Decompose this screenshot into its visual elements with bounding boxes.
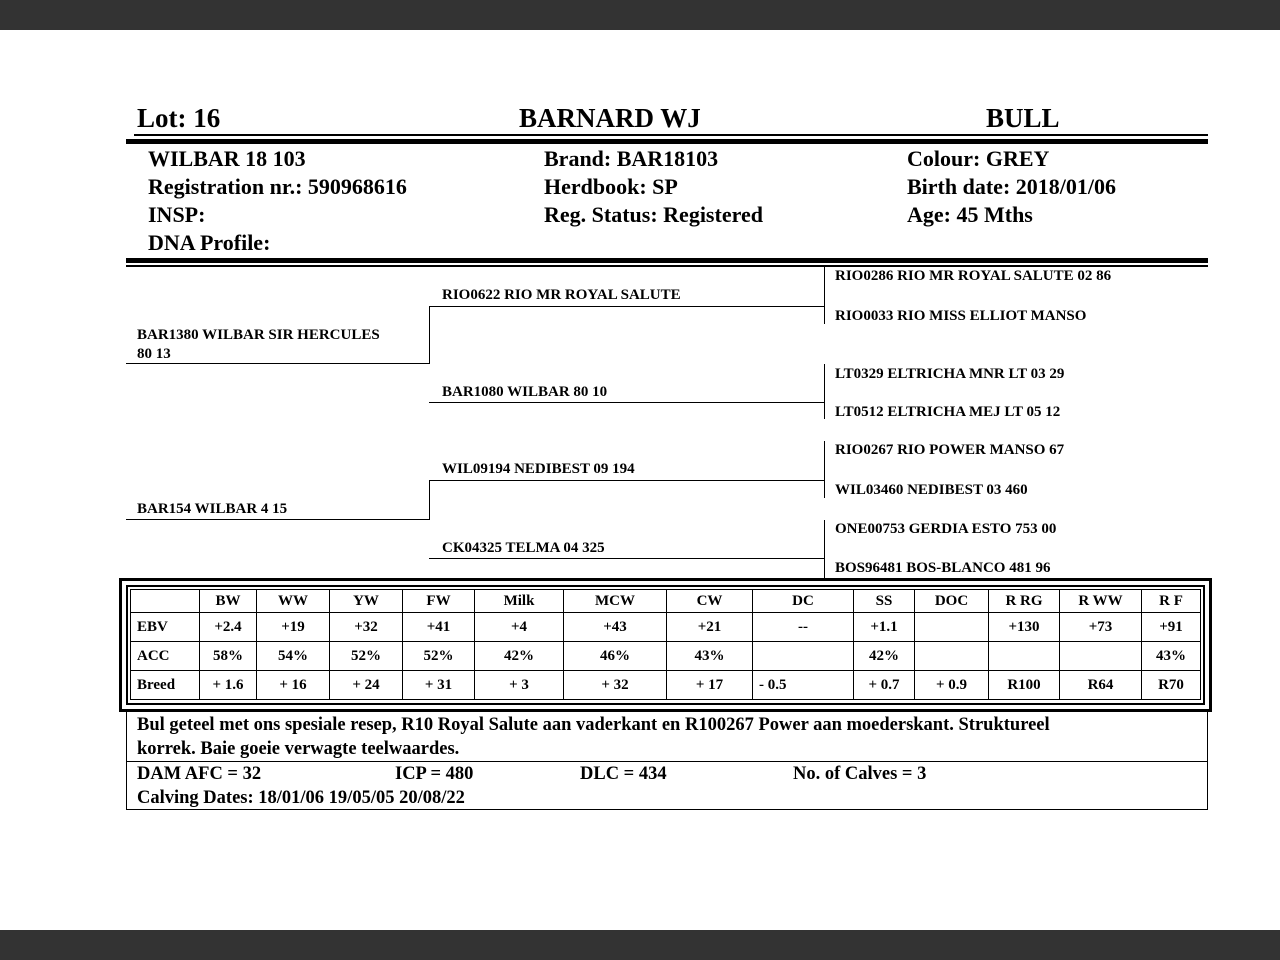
ebv-col-header: DC [753, 590, 854, 613]
birth-date: Birth date: 2018/01/06 [907, 174, 1116, 199]
viewer-top-bar [0, 0, 1280, 30]
breed-cell: + 32 [564, 671, 667, 700]
ebv-table [130, 589, 1201, 700]
ggp-branch-1 [824, 267, 825, 324]
dam-calves: No. of Calves = 3 [793, 764, 927, 784]
breed-cell: + 17 [667, 671, 753, 700]
ebv-row [131, 613, 1201, 642]
ebv-col-header: WW [257, 590, 330, 613]
acc-cell: 42% [475, 642, 564, 671]
acc-cell [753, 642, 854, 671]
ebv-row-label: Breed [131, 671, 200, 700]
ebv-col-header: FW [403, 590, 475, 613]
herdbook: Herdbook: SP [544, 174, 678, 199]
sex-label: BULL [986, 103, 1060, 133]
dam-dam-line [429, 558, 825, 559]
dam-sire-line [429, 480, 825, 481]
ebv-header-row [131, 590, 1201, 613]
sire-name: BAR1380 WILBAR SIR HERCULES [137, 327, 380, 343]
ebv-col-header: DOC [915, 590, 989, 613]
remarks-line-2: korrek. Baie goeie verwagte teelwaardes. [137, 739, 460, 759]
age: Age: 45 Mths [907, 202, 1033, 227]
ggp-name: RIO0286 RIO MR ROYAL SALUTE 02 86 [835, 268, 1112, 284]
dam-dam-name: CK04325 TELMA 04 325 [442, 540, 605, 556]
breed-cell: + 24 [330, 671, 403, 700]
acc-cell [1060, 642, 1142, 671]
dam-sire-name: WIL09194 NEDIBEST 09 194 [442, 461, 635, 477]
ebv-cell: +2.4 [200, 613, 257, 642]
acc-cell: 46% [564, 642, 667, 671]
acc-cell: 42% [854, 642, 915, 671]
breed-cell: - 0.5 [753, 671, 854, 700]
breed-row [131, 671, 1201, 700]
owner-name: BARNARD WJ [519, 103, 701, 133]
sire-line [126, 363, 430, 364]
sire-branch-vertical [429, 307, 430, 364]
ggp-name: BOS96481 BOS-BLANCO 481 96 [835, 560, 1051, 576]
ebv-col-header: R WW [1060, 590, 1142, 613]
sire-dam-name: BAR1080 WILBAR 80 10 [442, 384, 608, 400]
info-rule-thick [126, 258, 1208, 263]
ggp-name: WIL03460 NEDIBEST 03 460 [835, 482, 1028, 498]
acc-cell: 58% [200, 642, 257, 671]
acc-cell [915, 642, 989, 671]
breed-cell: R100 [989, 671, 1060, 700]
acc-row [131, 642, 1201, 671]
dam-icp: ICP = 480 [395, 764, 474, 784]
ebv-cell: +19 [257, 613, 330, 642]
ebv-cell: +43 [564, 613, 667, 642]
ebv-col-header: R RG [989, 590, 1060, 613]
ebv-col-header: SS [854, 590, 915, 613]
header-rule-thin [134, 134, 1208, 136]
ggp-name: LT0329 ELTRICHA MNR LT 03 29 [835, 366, 1065, 382]
ggp-name: RIO0033 RIO MISS ELLIOT MANSO [835, 308, 1087, 324]
breed-cell: + 3 [475, 671, 564, 700]
remarks-line-1: Bul geteel met ons spesiale resep, R10 Royal Salute aan vaderkant en R100267 Power aan moederskant. Struktureel [137, 715, 1050, 735]
ebv-cell: +1.1 [854, 613, 915, 642]
breed-cell: + 31 [403, 671, 475, 700]
brand: Brand: BAR18103 [544, 146, 719, 171]
ebv-row-label: ACC [131, 642, 200, 671]
ebv-cell: +32 [330, 613, 403, 642]
sire-name-line2: 80 13 [137, 346, 171, 362]
dam-afc: DAM AFC = 32 [137, 764, 262, 784]
dam-name: BAR154 WILBAR 4 15 [137, 501, 288, 517]
ebv-col-header: YW [330, 590, 403, 613]
ebv-cell [915, 613, 989, 642]
acc-cell: 52% [403, 642, 475, 671]
lot-number: Lot: 16 [137, 103, 221, 133]
sire-dam-line [429, 402, 825, 403]
dam-dlc: DLC = 434 [580, 764, 667, 784]
breed-cell: R64 [1060, 671, 1142, 700]
ebv-cell: +73 [1060, 613, 1142, 642]
registration-status: Reg. Status: Registered [544, 202, 763, 227]
ebv-col-header: BW [200, 590, 257, 613]
calving-dates: Calving Dates: 18/01/06 19/05/05 20/08/22 [137, 788, 465, 808]
viewer-bottom-bar [0, 930, 1280, 960]
dna-profile-label: DNA Profile: [148, 230, 271, 255]
ggp-branch-2 [824, 364, 825, 419]
acc-cell: 43% [1142, 642, 1201, 671]
animal-name: WILBAR 18 103 [148, 146, 306, 171]
remarks-divider [126, 761, 1208, 762]
ebv-col-header: MCW [564, 590, 667, 613]
acc-cell: 54% [257, 642, 330, 671]
ggp-name: ONE00753 GERDIA ESTO 753 00 [835, 521, 1057, 537]
header-rule-thick [126, 139, 1208, 144]
ebv-row-label: EBV [131, 613, 200, 642]
ebv-col-header [131, 590, 200, 613]
ebv-cell: +4 [475, 613, 564, 642]
ebv-cell: +41 [403, 613, 475, 642]
registration-number: Registration nr.: 590968616 [148, 174, 407, 199]
colour: Colour: GREY [907, 146, 1050, 171]
sire-sire-name: RIO0622 RIO MR ROYAL SALUTE [442, 287, 681, 303]
info-rule-thin [126, 265, 1208, 267]
acc-cell: 43% [667, 642, 753, 671]
breed-cell: R70 [1142, 671, 1201, 700]
breed-cell: + 16 [257, 671, 330, 700]
breed-cell: + 0.7 [854, 671, 915, 700]
ebv-col-header: Milk [475, 590, 564, 613]
breed-cell: + 0.9 [915, 671, 989, 700]
ggp-branch-4 [824, 520, 825, 578]
ggp-branch-3 [824, 441, 825, 498]
insp-label: INSP: [148, 202, 206, 227]
dam-branch-vertical [429, 481, 430, 520]
ebv-cell: +130 [989, 613, 1060, 642]
acc-cell: 52% [330, 642, 403, 671]
ggp-name: LT0512 ELTRICHA MEJ LT 05 12 [835, 404, 1061, 420]
dam-line [126, 519, 430, 520]
ebv-col-header: R F [1142, 590, 1201, 613]
ebv-cell: -- [753, 613, 854, 642]
acc-cell [989, 642, 1060, 671]
ebv-cell: +21 [667, 613, 753, 642]
sire-sire-line [429, 306, 825, 307]
ggp-name: RIO0267 RIO POWER MANSO 67 [835, 442, 1065, 458]
ebv-cell: +91 [1142, 613, 1201, 642]
breed-cell: + 1.6 [200, 671, 257, 700]
ebv-col-header: CW [667, 590, 753, 613]
